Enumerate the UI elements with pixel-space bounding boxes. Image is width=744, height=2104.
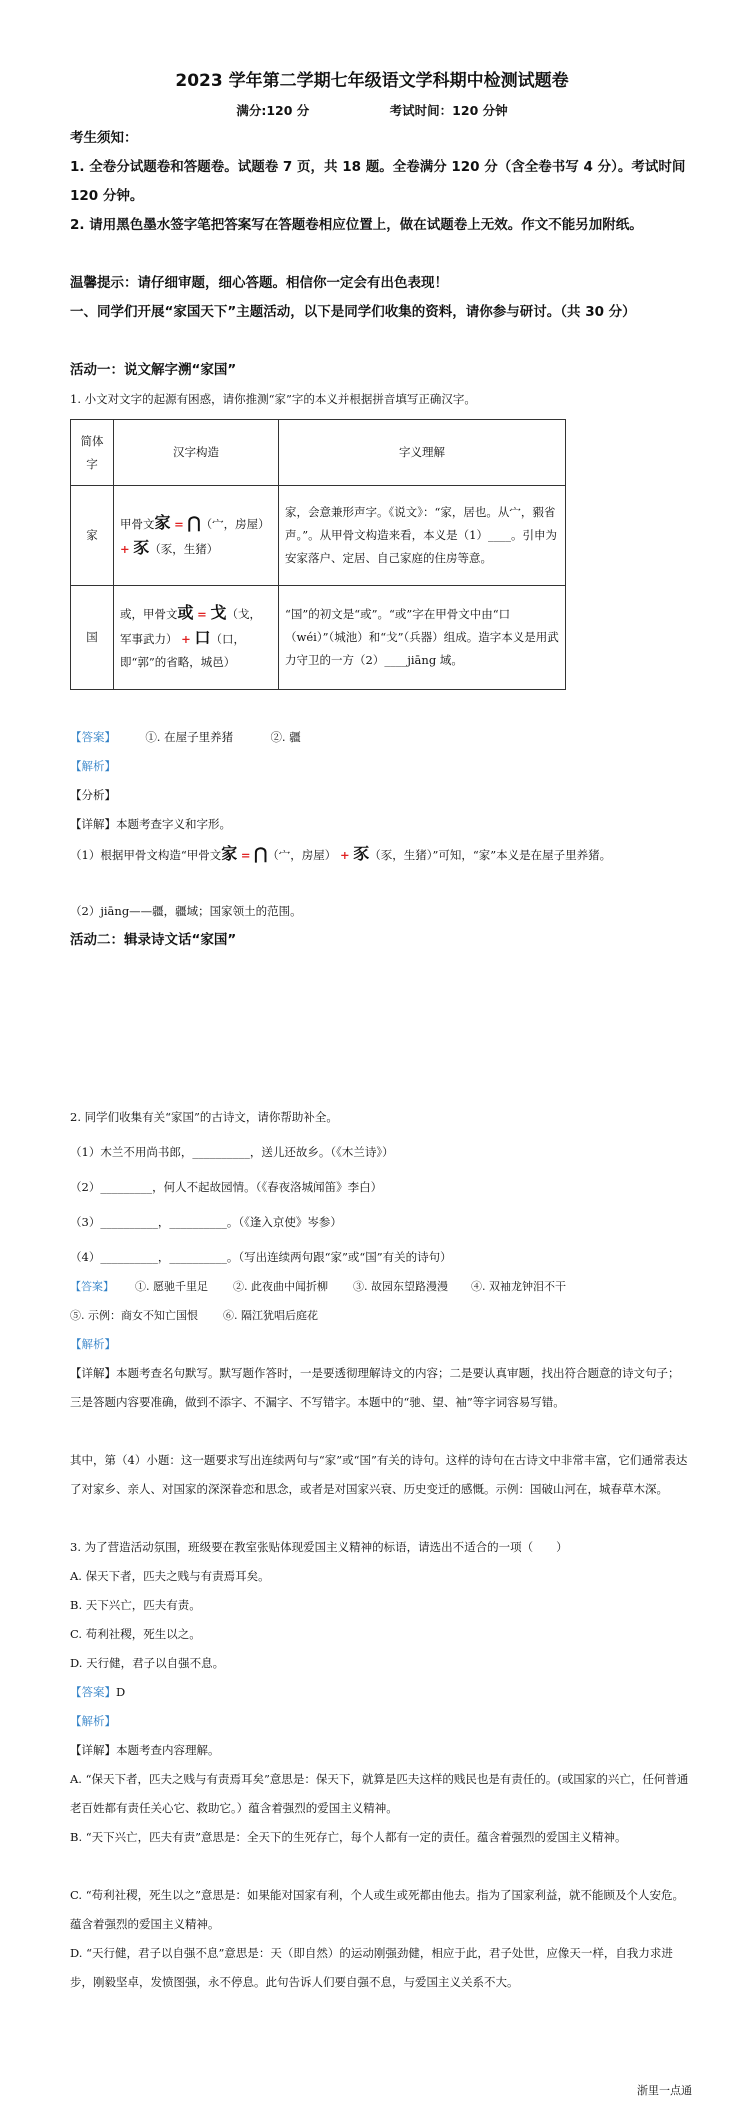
wei-glyph-icon: 口 — [194, 628, 211, 647]
answer-6: ⑥. 隔江犹唱后庭花 — [223, 1309, 318, 1322]
q1-detail-1: （1）根据甲骨文构造“甲骨文家 = ⋂（宀，房屋） + 豕（豕，生猪）”可知，“家”本义是在屋子里养猪。 — [70, 844, 612, 863]
component-roof: （宀，房屋） — [200, 516, 270, 531]
q3-option-c: C. 苟利社稷，死生以之。 — [70, 1627, 201, 1641]
equals-sign: = — [197, 607, 207, 621]
exam-meta — [0, 101, 744, 119]
full-score: 满分:120 分 — [236, 103, 310, 118]
oracle-huo-glyph-icon: 或 — [177, 603, 194, 622]
q3-explain-a: A. “保天下者，匹夫之贱与有责焉耳矣”意思是：保天下，就算是匹夫这样的贱民也是有责任的。(或国家的兴亡，任何普通老百姓都有责任关心它、救助它。）蕴含着强烈的爱国主义精神。 — [70, 1772, 689, 1815]
character-table — [70, 419, 566, 690]
table-header-char: 简体字 — [71, 420, 114, 486]
answer-2: ②. 疆 — [270, 730, 301, 744]
activity-1-heading: 活动一：说文解字溯“家国” — [70, 362, 237, 378]
answer-tag: 【答案】 — [70, 1685, 116, 1699]
footer-brand: 浙里一点通 — [637, 2084, 692, 2097]
ge-glyph-icon: 戈 — [210, 603, 227, 622]
fenxi-tag: 【分析】 — [70, 788, 116, 802]
structure-jia — [114, 486, 279, 586]
answer-1: ①. 在屋子里养猪 — [145, 730, 234, 744]
exam-time: 考试时间：120 分钟 — [389, 103, 508, 118]
char-guo: 国 — [71, 586, 114, 690]
component-wei: （口，即“郭”的省略，城邑） — [120, 632, 245, 669]
equals-sign: = — [174, 516, 184, 531]
oracle-jia-glyph-icon: 家 — [221, 844, 238, 863]
meaning-guo: “国”的初文是“或”。“或”字在甲骨文中由“口（wéi）”（城池）和“戈”（兵器）组成。造字本义是用武力守卫的一方（2）____jiāng 域。 — [279, 586, 566, 690]
answer-tag: 【答案】 — [70, 1280, 114, 1293]
pig-glyph-icon: 豕 — [133, 537, 150, 557]
q2-item-1: （1）木兰不用尚书郎，__________，送儿还故乡。（《木兰诗》） — [70, 1145, 394, 1159]
q2-answer-line-1 — [70, 1272, 690, 1301]
jiexi-tag: 【解析】 — [70, 1714, 116, 1728]
table-row — [71, 586, 566, 690]
jiexi-tag: 【解析】 — [70, 759, 116, 773]
answer-1: ①. 愿驰千里足 — [135, 1280, 208, 1293]
pig-glyph-icon: 豕 — [353, 844, 370, 863]
oracle-jia-glyph-icon: 家 — [154, 512, 171, 532]
component-pig: （豕，生猪） — [149, 541, 219, 556]
notice-tip: 温馨提示：请仔细审题，细心答题。相信你一定会有出色表现！ — [70, 275, 448, 291]
q3-explain-b: B. “天下兴亡，匹夫有责”意思是：全天下的生死存亡，每个人都有一定的责任。蕴含着强烈的爱国主义精神。 — [70, 1830, 627, 1844]
plus-sign: + — [181, 632, 191, 646]
activity-2-heading: 活动二：辑录诗文话“家国” — [70, 932, 237, 948]
q1-detail-1c: （豕，生猪）”可知，“家”本义是在屋子里养猪。 — [369, 848, 612, 862]
question-3: 3. 为了营造活动氛围，班级要在教室张贴体现爱国主义精神的标语，请选出不适合的一项（ ） — [70, 1540, 568, 1554]
q2-detail-2: 其中，第（4）小题：这一题要求写出连续两句与“家”或“国”有关的诗句。这样的诗句在古诗文中非常丰富，它们通常表达了对家乡、亲人、对国家的深深眷恋和思念，或者是对国家兴衰、历史变迁的感慨。示例：国破山河在，城春草木深。 — [70, 1453, 688, 1496]
question-1: 1. 小文对文字的起源有困惑，请你推测“家”字的本义并根据拼音填写正确汉字。 — [70, 392, 476, 406]
question-2: 2. 同学们收集有关“家国”的古诗文，请你帮助补全。 — [70, 1110, 338, 1124]
table-header-meaning: 字义理解 — [279, 420, 566, 486]
oracle-label: 或，甲骨文 — [120, 607, 178, 621]
q1-detail-1a: （1）根据甲骨文构造“甲骨文 — [70, 848, 222, 862]
q1-detail-2: （2）jiāng——疆，疆域；国家领土的范围。 — [70, 904, 302, 918]
q3-option-b: B. 天下兴亡，匹夫有责。 — [70, 1598, 201, 1612]
q1-detail: 【详解】本题考查字义和字形。 — [70, 817, 231, 831]
answer-tag: 【答案】 — [70, 730, 116, 744]
section-1-heading: 一、同学们开展“家国天下”主题活动，以下是同学们收集的资料，请你参与研讨。（共 30 分） — [70, 304, 636, 320]
answer-2: ②. 此夜曲中闻折柳 — [233, 1280, 328, 1293]
q3-option-a: A. 保天下者，匹夫之贱与有责焉耳矣。 — [70, 1569, 270, 1583]
jiexi-tag: 【解析】 — [70, 1337, 116, 1351]
structure-guo — [114, 586, 279, 690]
answer-5: ⑤. 示例：商女不知亡国恨 — [70, 1309, 198, 1322]
char-jia: 家 — [71, 486, 114, 586]
answer-3: ③. 故园东望路漫漫 — [353, 1280, 448, 1293]
q3-explain-c: C. “苟利社稷，死生以之”意思是：如果能对国家有利，个人或生或死都由他去。指为了国家利益，就不能顾及个人安危。蕴含着强烈的爱国主义精神。 — [70, 1888, 684, 1931]
q1-answer-line — [70, 723, 690, 752]
q3-answer: D — [116, 1685, 126, 1699]
oracle-label: 甲骨文 — [120, 516, 155, 531]
notice-item-1: 1. 全卷分试题卷和答题卷。试题卷 7 页，共 18 题。全卷满分 120 分（含全卷书写 4 分）。考试时间 120 分钟。 — [70, 159, 686, 204]
q3-answer-line — [70, 1678, 690, 1707]
q2-item-2: （2）_________，何人不起故园情。（《春夜洛城闻笛》李白） — [70, 1180, 383, 1194]
table-header-structure: 汉字构造 — [114, 420, 279, 486]
table-row — [71, 486, 566, 586]
q2-item-4: （4）__________，__________。（写出连续两句跟“家”或“国”有关的诗句） — [70, 1250, 452, 1264]
page-title: 2023 学年第二学期七年级语文学科期中检测试题卷 — [175, 71, 569, 91]
q2-item-3: （3）__________，__________。（《逢入京使》岑参） — [70, 1215, 342, 1229]
q1-detail-1b: （宀，房屋） — [267, 848, 337, 862]
q2-detail: 【详解】本题考查名句默写。默写题作答时，一是要透彻理解诗文的内容；二是要认真审题，找出符合题意的诗文句子；三是答题内容要准确，做到不添字、不漏字、不写错字。本题中的“驰、望、袖”等字词容易写错。 — [70, 1366, 680, 1409]
q3-detail: 【详解】本题考查内容理解。 — [70, 1743, 220, 1757]
q3-option-d: D. 天行健，君子以自强不息。 — [70, 1656, 225, 1670]
meaning-jia: 家，会意兼形声字。《说文》：“家，居也。从宀，豭省声。”。从甲骨文构造来看，本义是（1）____。引申为安家落户、定居、自己家庭的住房等意。 — [279, 486, 566, 586]
q3-explain-d: D. “天行健，君子以自强不息”意思是：天（即自然）的运动刚强劲健，相应于此，君子处世，应像天一样，自我力求进步，刚毅坚卓，发愤图强，永不停息。此句告诉人们要自强不息，与爱国主义关系不大。 — [70, 1946, 673, 1989]
component-ge: （戈，军事武力） — [120, 607, 261, 646]
plus-sign: + — [120, 541, 130, 556]
notice-item-2: 2. 请用黑色墨水签字笔把答案写在答题卷相应位置上，做在试题卷上无效。作文不能另加附纸。 — [70, 217, 643, 233]
roof-glyph-icon: ⋂ — [254, 844, 268, 863]
answer-4: ④. 双袖龙钟泪不干 — [471, 1280, 566, 1293]
roof-glyph-icon: ⋂ — [187, 512, 201, 532]
q2-answer-line-2 — [70, 1301, 690, 1330]
notice-heading: 考生须知： — [70, 130, 138, 146]
